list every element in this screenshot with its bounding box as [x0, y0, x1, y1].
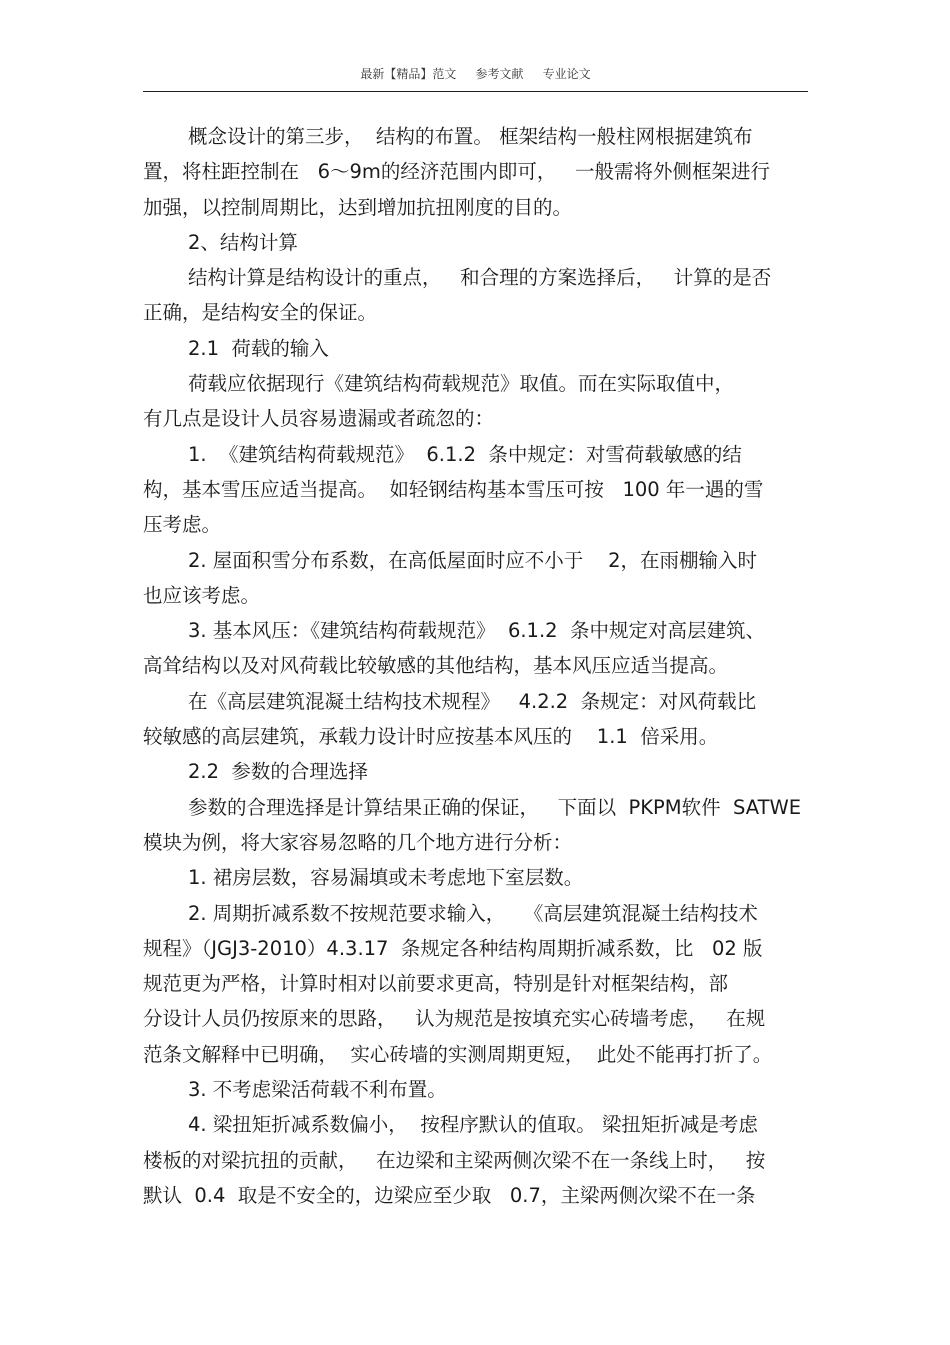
text-line: 楼板的对梁抗扭的贡献， 在边梁和主梁两侧次梁不在一条线上时， 按 [143, 1148, 766, 1172]
text-line: 3. 不考虑梁活荷载不利布置。 [188, 1078, 447, 1102]
text-line: 模块为例，将大家容易忽略的几个地方进行分析： [143, 830, 573, 854]
text-line: 分设计人员仍按原来的思路， 认为规范是按填充实心砖墙考虑， 在规 [143, 1007, 766, 1031]
text-line: 4. 梁扭矩折减系数偏小， 按程序默认的值取。 梁扭矩折减是考虑 [188, 1113, 758, 1137]
text-line: 也应该考虑。 [143, 583, 261, 607]
text-line: 3. 基本风压：《建筑结构荷载规范》 6.1.2 条中规定对高层建筑、 [188, 619, 765, 643]
text-line: 默认 0.4 取是不安全的，边梁应至少取 0.7，主梁两侧次梁不在一条 [143, 1183, 756, 1207]
text-line: 参数的合理选择是计算结果正确的保证， 下面以 PKPM软件 SATWE [188, 795, 802, 819]
text-line: 高耸结构以及对风荷载比较敏感的其他结构，基本风压应适当提高。 [143, 654, 729, 678]
text-line: 加强，以控制周期比，达到增加抗扭刚度的目的。 [143, 195, 573, 219]
text-line: 2.2 参数的合理选择 [188, 760, 368, 784]
text-line: 构，基本雪压应适当提高。 如轻钢结构基本雪压可按 100 年一遇的雪 [143, 477, 764, 501]
text-line: 2. 屋面积雪分布系数，在高低屋面时应不小于 2，在雨棚输入时 [188, 548, 758, 572]
text-line: 2.1 荷载的输入 [188, 336, 329, 360]
page-header: 最新【精品】范文 参考文献 专业论文 [360, 67, 591, 81]
text-line: 荷载应依据现行《建筑结构荷载规范》取值。而在实际取值中， [188, 372, 735, 396]
text-line: 概念设计的第三步， 结构的布置。 框架结构一般柱网根据建筑布 [188, 125, 753, 148]
text-line: 2、结构计算 [188, 230, 298, 254]
text-line: 2. 周期折减系数不按规范要求输入， 《高层建筑混凝土结构技术 [188, 901, 758, 925]
text-line: 较敏感的高层建筑，承载力设计时应按基本风压的 1.1 倍采用。 [143, 725, 719, 749]
text-line: 有几点是设计人员容易遗漏或者疏忽的： [143, 407, 495, 431]
text-line: 范条文解释中已明确， 实心砖墙的实测周期更短， 此处不能再打折了。 [143, 1042, 773, 1066]
text-line: 1. 裙房层数，容易漏填或未考虑地下室层数。 [188, 866, 584, 890]
text-line: 规程》（JGJ3-2010）4.3.17 条规定各种结构周期折减系数，比 02 版 [143, 936, 763, 960]
text-line: 规范更为严格，计算时相对以前要求更高，特别是针对框架结构，部 [143, 972, 729, 996]
body-text [143, 119, 823, 1213]
text-line: 正确，是结构安全的保证。 [143, 301, 378, 325]
text-line: 1. 《建筑结构荷载规范》 6.1.2 条中规定：对雪荷载敏感的结 [188, 442, 742, 466]
text-line: 压考虑。 [143, 513, 222, 537]
text-line: 置，将柱距控制在 6～9m的经济范围内即可， 一般需将外侧框架进行 [143, 160, 770, 184]
text-line: 在《高层建筑混凝土结构技术规程》 4.2.2 条规定：对风荷载比 [188, 689, 757, 713]
header-divider [143, 91, 808, 92]
text-line: 结构计算是结构设计的重点， 和合理的方案选择后， 计算的是否 [188, 266, 772, 290]
